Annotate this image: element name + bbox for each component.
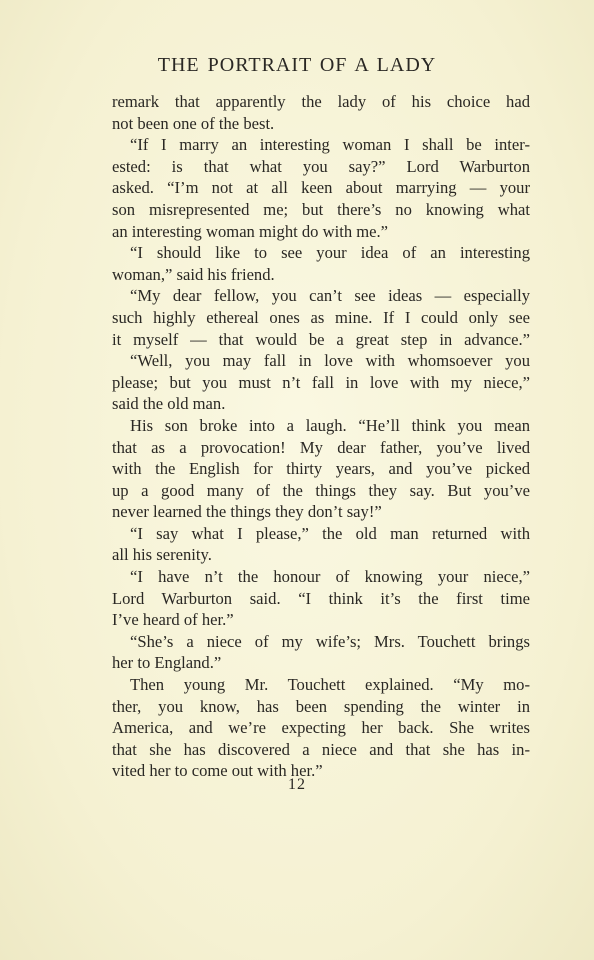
text-line: an interesting woman might do with me.”: [112, 221, 389, 241]
text-line: ested: is that what you say?” Lord Warburton: [112, 156, 530, 176]
text-line: “I have n’t the honour of knowing your niece,”: [130, 567, 530, 587]
running-head: THE PORTRAIT OF A LADY: [157, 54, 437, 76]
text-line: His son broke into a laugh. “He’ll think you mean: [130, 415, 530, 435]
text-line: “I should like to see your idea of an interesting: [130, 243, 530, 263]
text-line: not been one of the best.: [112, 113, 275, 133]
text-line: I’ve heard of her.”: [112, 610, 234, 630]
text-line: said the old man.: [112, 394, 226, 414]
text-line: Then young Mr. Touchett explained. “My mo-: [130, 675, 530, 695]
text-line: “If I marry an interesting woman I shall be inter-: [130, 135, 530, 155]
text-line: with the English for thirty years, and you’ve picked: [112, 459, 530, 479]
text-line: that she has discovered a niece and that she has in-: [112, 739, 530, 759]
text-line: never learned the things they don’t say!”: [112, 502, 382, 522]
text-line: “She’s a niece of my wife’s; Mrs. Touchett brings: [130, 631, 530, 651]
text-line: “I say what I please,” the old man returned with: [130, 523, 530, 543]
text-line: up a good many of the things they say. But you’ve: [112, 480, 530, 500]
text-line: please; but you must n’t fall in love with my niece,”: [112, 372, 530, 392]
text-line: her to England.”: [112, 653, 222, 673]
text-line: “My dear fellow, you can’t see ideas — especially: [130, 286, 530, 306]
text-line: woman,” said his friend.: [112, 264, 275, 284]
text-line: ther, you know, has been spending the winter in: [112, 696, 530, 716]
text-line: “Well, you may fall in love with whomsoever you: [130, 351, 530, 371]
text-line: that as a provocation! My dear father, you’ve lived: [112, 437, 530, 457]
text-line: it myself — that would be a great step in advance.”: [112, 329, 530, 349]
text-line: vited her to come out with her.”: [112, 761, 323, 781]
text-line: remark that apparently the lady of his choice had: [112, 92, 530, 111]
text-line: son misrepresented me; but there’s no knowing what: [112, 199, 530, 219]
text-line: Lord Warburton said. “I think it’s the first time: [112, 588, 530, 608]
page-number: 12: [288, 776, 306, 793]
text-line: asked. “I’m not at all keen about marrying — your: [112, 178, 530, 198]
text-line: such highly ethereal ones as mine. If I could only see: [112, 307, 530, 327]
text-line: all his serenity.: [112, 545, 212, 565]
text-line: America, and we’re expecting her back. She writes: [112, 718, 530, 738]
body-text: [112, 91, 530, 782]
